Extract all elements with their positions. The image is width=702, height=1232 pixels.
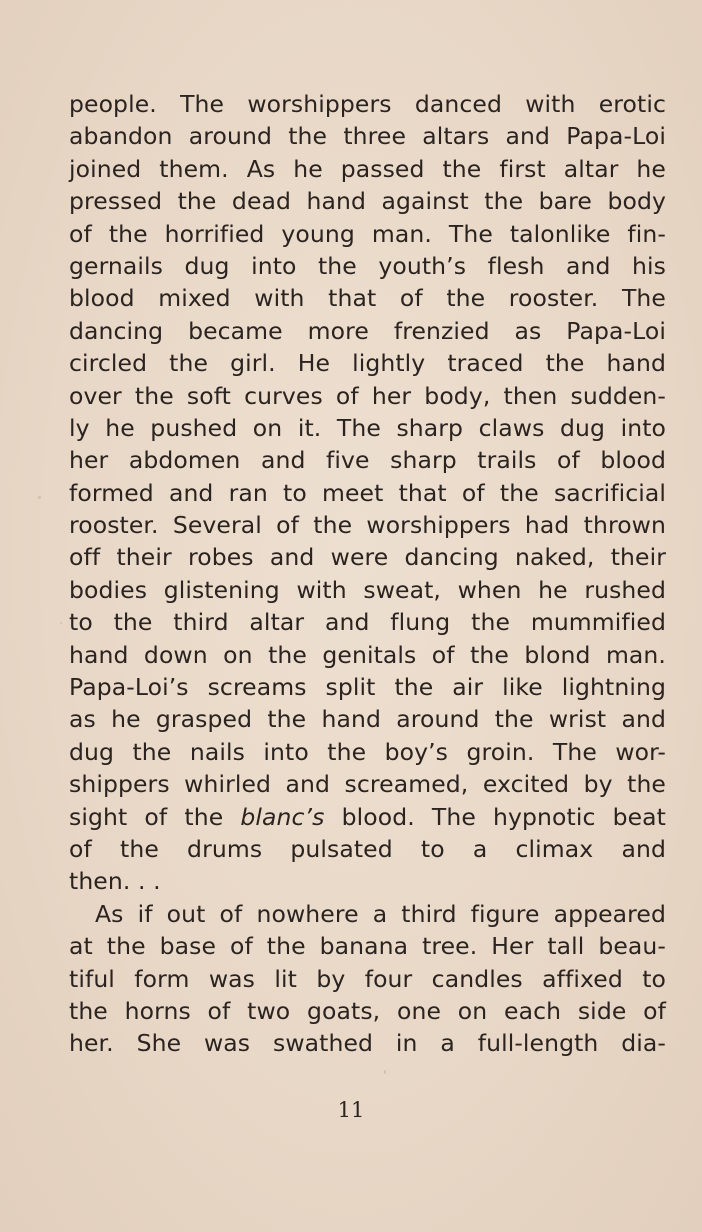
- italic-word-blancs: blanc’s: [240, 802, 325, 831]
- paper-speck: [384, 1070, 386, 1074]
- text-line-23-end: blood. The hypnotic beat: [324, 802, 666, 831]
- text-line-2: abandon around the three altars and Papa-Loi: [69, 122, 666, 151]
- text-line-25: then. . .: [69, 867, 161, 896]
- para2-line-3: tiful form was lit by four candles affixed to: [69, 964, 666, 993]
- text-line-11: ly he pushed on it. The sharp claws dug into: [69, 413, 666, 442]
- para2-line-1: As if out of nowhere a third figure appeared: [95, 899, 666, 928]
- paper-speck: [60, 622, 62, 624]
- text-line-6: gernails dug into the youth’s flesh and his: [69, 251, 666, 280]
- para2-line-4: the horns of two goats, one on each side of: [69, 996, 666, 1025]
- text-line-15: off their robes and were dancing naked, their: [69, 543, 666, 572]
- text-line-14: rooster. Several of the worshippers had thrown: [69, 511, 666, 540]
- text-line-24: of the drums pulsated to a climax and: [69, 834, 666, 863]
- text-line-7: blood mixed with that of the rooster. The: [69, 284, 666, 313]
- text-line-21: dug the nails into the boy’s groin. The wor-: [69, 737, 666, 766]
- body-text: [69, 88, 666, 1060]
- text-line-16: bodies glistening with sweat, when he rushed: [69, 575, 666, 604]
- text-line-4: pressed the dead hand against the bare body: [69, 187, 666, 216]
- text-line-23-start: sight of the: [69, 802, 241, 831]
- text-line-18: hand down on the genitals of the blond man.: [69, 640, 666, 669]
- para2-line-5: her. She was swathed in a full-length dia-: [69, 1029, 666, 1058]
- text-line-3: joined them. As he passed the first altar he: [69, 154, 666, 183]
- text-line-22: shippers whirled and screamed, excited by the: [69, 770, 666, 799]
- text-line-9: circled the girl. He lightly traced the hand: [69, 349, 666, 378]
- text-line-8: dancing became more frenzied as Papa-Loi: [69, 316, 666, 345]
- text-line-20: as he grasped the hand around the wrist and: [69, 705, 666, 734]
- page-number: 11: [337, 1098, 365, 1122]
- text-line-17: to the third altar and flung the mummified: [69, 608, 666, 637]
- paper-speck: [38, 496, 41, 499]
- text-line-13: formed and ran to meet that of the sacrificial: [69, 478, 666, 507]
- text-line-5: of the horrified young man. The talonlike fin-: [69, 219, 666, 248]
- text-line-10: over the soft curves of her body, then sudden-: [69, 381, 666, 410]
- text-line-12: her abdomen and five sharp trails of blood: [69, 446, 666, 475]
- text-line-1: people. The worshippers danced with erotic: [69, 90, 666, 118]
- para2-line-2: at the base of the banana tree. Her tall beau-: [69, 932, 666, 961]
- text-line-23: [69, 801, 666, 833]
- text-line-19: Papa-Loi’s screams split the air like lightning: [69, 673, 666, 702]
